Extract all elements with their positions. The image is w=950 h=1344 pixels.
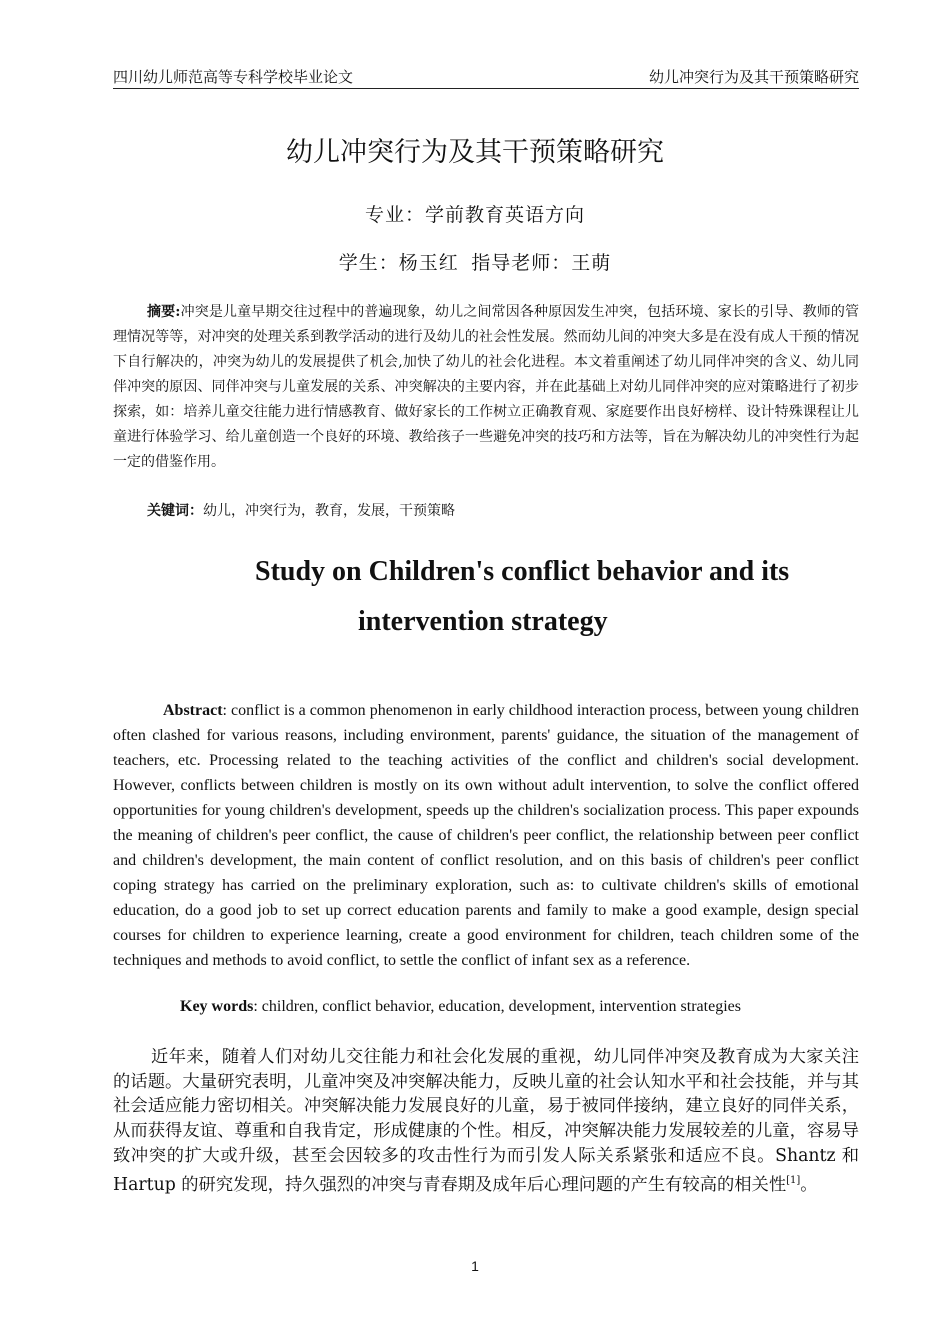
- english-keywords-label: Key words: [180, 998, 254, 1015]
- english-abstract-label: Abstract: [163, 702, 223, 719]
- citation-marker[interactable]: [1]: [786, 1174, 801, 1186]
- chinese-keywords-text: 幼儿，冲突行为，教育，发展，干预策略: [203, 503, 455, 519]
- english-title-line-1: Study on Children's conflict behavior and its: [255, 556, 790, 587]
- chinese-abstract: [113, 300, 859, 475]
- english-keywords: [180, 998, 741, 1016]
- chinese-keywords-label: 关键词：: [147, 503, 203, 519]
- header-school: 四川幼儿师范高等专科学校毕业论文: [113, 68, 354, 86]
- body-paragraph-text: 近年来，随着人们对幼儿交往能力和社会化发展的重视，幼儿同伴冲突及教育成为大家关注的话题。大量研究表明，儿童冲突及冲突解决能力，反映儿童的社会认知水平和社会技能，并与其社会适应能力密切相关。冲突解决能力发展良好的儿童，易于被同伴接纳，建立良好的同伴关系，从而获得友谊、尊重和自我肯定，形成健康的个性。相反，冲突解决能力发展较差的儿童，容易导致冲突的扩大或升级，甚至会因较多的攻击性行为而引发人际关系紧张和适应不良。Shantz 和 Hartup 的研究发现，持久强烈的冲突与青春期及成年后心理问题的产生有较高的相关性: [113, 1047, 859, 1195]
- header-thesis-title: 幼儿冲突行为及其干预策略研究: [648, 68, 859, 86]
- chinese-abstract-label: 摘要:: [147, 304, 181, 320]
- page-header: [113, 66, 859, 89]
- body-paragraph: [113, 1045, 859, 1197]
- chinese-keywords: [147, 500, 455, 520]
- student-line: 学生：杨玉红 指导老师：王萌: [338, 252, 612, 274]
- chinese-abstract-text: 冲突是儿童早期交往过程中的普遍现象，幼儿之间常因各种原因发生冲突，包括环境、家长的引导、教师的管理情况等等，对冲突的处理关系到教学活动的进行及幼儿的社会性发展。然而幼儿间的冲突大多是在没有成人干预的情况下自行解决的，冲突为幼儿的发展提供了机会,加快了幼儿的社会化进程。本文着重阐述了幼儿同伴冲突的含义、幼儿同伴冲突的原因、同伴冲突与儿童发展的关系、冲突解决的主要内容，并在此基础上对幼儿同伴冲突的应对策略进行了初步探索，如：培养儿童交往能力进行情感教育、做好家长的工作树立正确教育观、家庭要作出良好榜样、设计特殊课程让儿童进行体验学习、给儿童创造一个良好的环境、教给孩子一些避免冲突的技巧和方法等，旨在为解决幼儿的冲突性行为起一定的借鉴作用。: [113, 304, 860, 470]
- body-paragraph-end: 。: [800, 1174, 818, 1195]
- english-abstract-text: : conflict is a common phenomenon in early childhood interaction process, between young children often clashed for various reasons, including environment, parents' guidance, the situation of the management of teachers, etc. Processing related to the teaching activities of the conflict and children's social development. However, conflicts between children is mostly on its own without adult intervention, to solve the conflict offered opportunities for young children's development, speeds up the children's socialization process. This paper expounds the meaning of children's peer conflict, the cause of children's peer conflict, the relationship between peer conflict and children's development, the main content of conflict resolution, and on this basis of children's peer conflict coping strategy has carried on the preliminary exploration, such as: to cultivate children's skills of emotional education, do a good job to set up correct education parents and family to make a good example, design special courses for children to experience learning, create a good environment for children, teach children some of the techniques and methods to avoid conflict, to settle the conflict of infant sex as a reference.: [113, 702, 859, 969]
- page-number: 1: [471, 1258, 479, 1274]
- english-abstract: [113, 698, 859, 973]
- chinese-title: 幼儿冲突行为及其干预策略研究: [286, 137, 664, 168]
- english-title-line-2: intervention strategy: [358, 606, 608, 637]
- english-keywords-text: : children, conflict behavior, education, development, intervention strategies: [253, 998, 741, 1015]
- major-line: 专业：学前教育英语方向: [364, 204, 585, 226]
